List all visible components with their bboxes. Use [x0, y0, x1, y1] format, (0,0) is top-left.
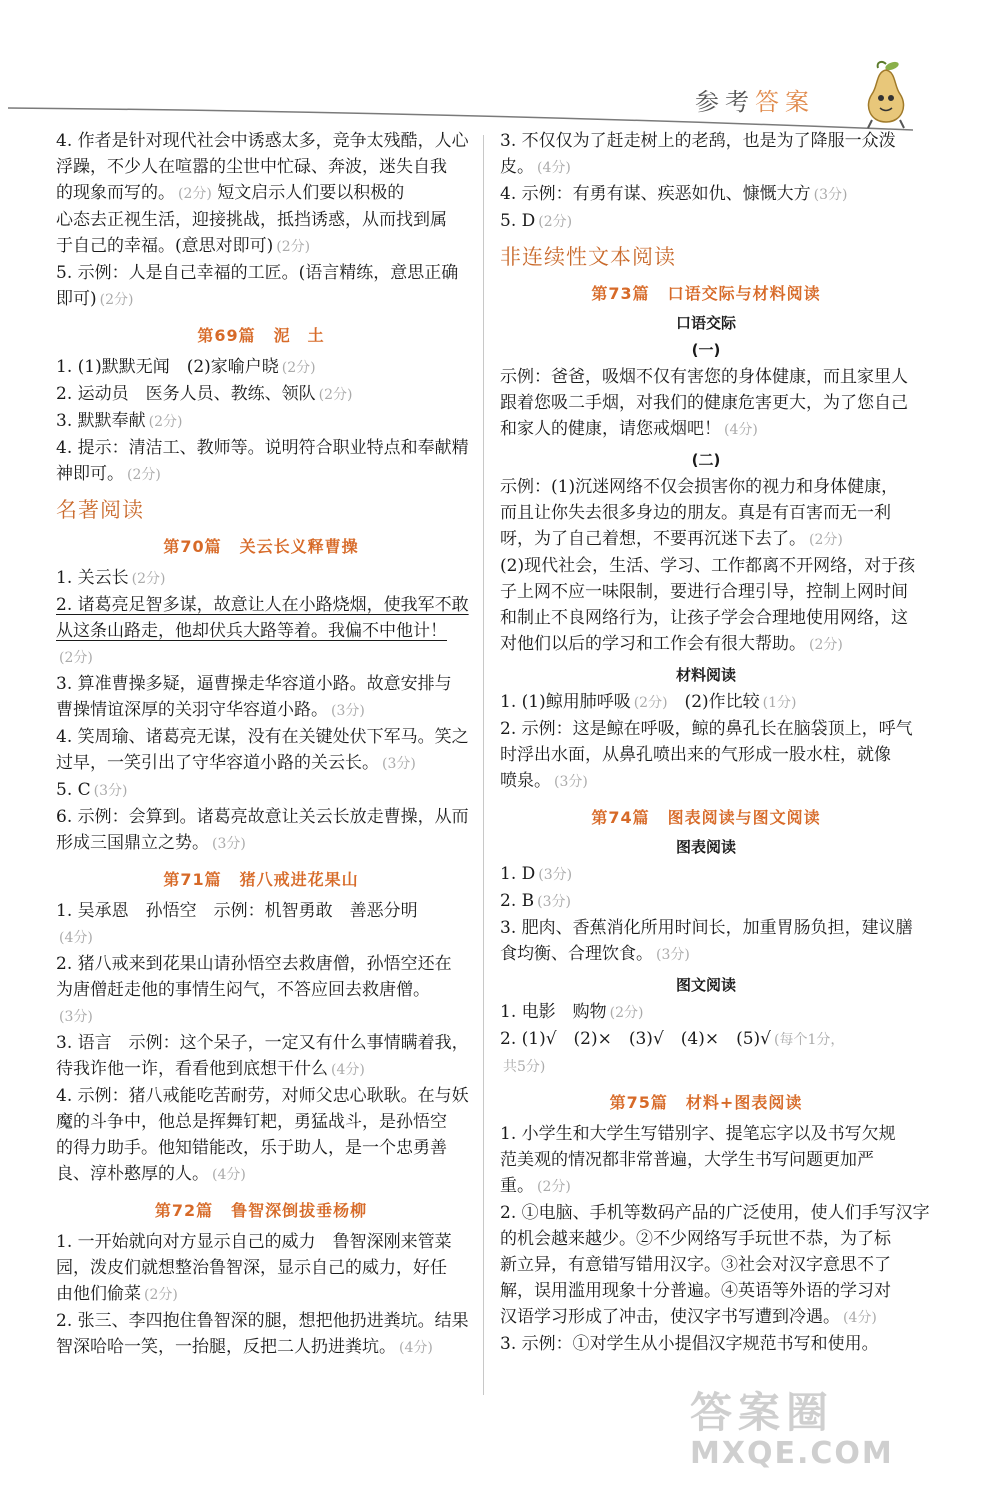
- answer-text: 4. 示例：有勇有谋、疾恶如仇、慷慨大方: [500, 184, 811, 204]
- answer-line: [56, 286, 466, 313]
- watermark: 答案圈 MXQE.COM: [690, 1388, 894, 1471]
- answer-line: [56, 750, 466, 777]
- subheading-kouyu: 口语交际: [675, 314, 736, 332]
- answer-text: 4. 笑周瑜、诸葛亮无谋，没有在关键处伏下军马。笑之: [56, 727, 469, 747]
- answer-line: [56, 924, 466, 951]
- answer-text: 智深哈哈一笑，一抬腿，反把二人扔进粪坑。: [56, 1337, 396, 1357]
- answer-line: [500, 861, 912, 888]
- answer-text: 3. 示例：①对学生从小提倡汉字规范书写和使用。: [500, 1334, 879, 1354]
- answer-line: [500, 364, 912, 390]
- answer-text: 1. 电影 购物: [500, 1002, 607, 1022]
- score-note: (4分): [212, 1167, 246, 1183]
- answer-text: 子上网不应一味限制，要进行合理引导，控制上网时间: [500, 582, 908, 602]
- score-note: (3分): [93, 783, 128, 799]
- answer-text: 3. 默默奉献: [56, 411, 146, 431]
- answer-text: (2)现代社会，生活、学习、工作都离不开网络，对于孩: [500, 556, 916, 576]
- answer-line: [500, 390, 912, 416]
- answer-text: 和家人的健康，请您戒烟吧！: [500, 419, 721, 439]
- answer-text: 1. 一开始就向对方显示自己的威力 鲁智深刚来管菜: [56, 1232, 452, 1252]
- answer-text: 2. (1)√ (2)× (3)√ (4)× (5)√: [500, 1029, 772, 1049]
- answer-line: [500, 579, 912, 605]
- answer-line: [56, 1135, 466, 1161]
- answer-line: [56, 207, 466, 233]
- chapter-72-title: 第72篇 鲁智深倒拔垂杨柳: [154, 1201, 368, 1220]
- answers-block-74b: [500, 999, 912, 1080]
- right-column: [500, 128, 930, 1357]
- answer-line: [56, 1056, 466, 1083]
- score-note: (2分): [276, 239, 311, 255]
- score-note: (4分): [843, 1310, 877, 1326]
- answer-text: 形成三国鼎立之势。: [56, 833, 209, 853]
- answer-text: 汉语学习形成了冲击，使汉字书写遭到冷遇。: [500, 1307, 840, 1327]
- score-note: (3分): [331, 703, 365, 719]
- answer-text: 1. (1)鲸用肺呼吸: [500, 692, 631, 712]
- answer-text: 皮。: [500, 157, 534, 177]
- answer-text: 而且让你失去很多身边的朋友。真是有百害而无一利: [500, 503, 891, 523]
- answer-line: [500, 1026, 912, 1053]
- answer-line: [500, 1278, 912, 1304]
- answer-line: [56, 354, 466, 381]
- answer-line: [56, 671, 466, 697]
- answer-text: 于自己的幸福。(意思对即可): [56, 236, 274, 256]
- answer-line: [56, 1334, 466, 1361]
- pear-mascot-icon: [858, 58, 914, 130]
- score-note: (4分): [331, 1062, 365, 1078]
- answer-text: 魔的斗争中，他总是挥舞钉耙，勇猛战斗，是孙悟空: [56, 1112, 447, 1132]
- score-note: (2分): [318, 387, 353, 403]
- score-note: (2分): [178, 186, 212, 202]
- answer-line: [500, 181, 912, 208]
- answer-line: [56, 804, 469, 830]
- answer-text: 3. 语言 示例：这个呆子，一定又有什么事情瞒着我，: [56, 1033, 469, 1053]
- answer-line: [56, 1109, 466, 1135]
- answer-text: 时浮出水面，从鼻孔喷出来的气形成一股水柱，就像: [500, 745, 891, 765]
- answer-text: 对他们以后的学习和工作会有很大帮助。: [500, 634, 806, 654]
- answer-text: 示例：(1)沉迷网络不仅会损害你的视力和身体健康，: [500, 477, 899, 497]
- score-note: (3分): [59, 1009, 93, 1025]
- answer-line: [56, 898, 466, 924]
- answer-line: [56, 592, 469, 618]
- answers-block-72-cont: [500, 128, 912, 235]
- answer-text: 神即可。: [56, 464, 124, 484]
- answers-block-71: [56, 898, 469, 1188]
- score-note: (4分): [399, 1340, 433, 1356]
- answer-line: [500, 941, 912, 968]
- answer-text: 1. D: [500, 864, 536, 884]
- answer-line: [500, 1053, 912, 1080]
- answers-block-72: [56, 1229, 469, 1361]
- chapter-70-title: 第70篇 关云长义释曹操: [163, 537, 359, 556]
- answer-line: [56, 1161, 466, 1188]
- answer-text: 为唐僧赶走他的事情生闷气，不答应回去救唐僧。: [56, 980, 430, 1000]
- answer-line: [500, 474, 912, 500]
- answer-line: [56, 1083, 469, 1109]
- answer-line: [500, 1200, 930, 1226]
- answer-line: [500, 1304, 912, 1331]
- answers-block-73c: [500, 689, 912, 795]
- chapter-73-title: 第73篇 口语交际与材料阅读: [591, 284, 821, 303]
- answer-line: [56, 128, 469, 154]
- score-note: (3分): [382, 756, 416, 772]
- section-title-mingzhu: 名著阅读: [56, 498, 144, 522]
- left-column: [56, 128, 469, 1361]
- score-note: (2分): [809, 637, 843, 653]
- answer-line: [500, 500, 912, 526]
- answer-text: 的得力助手。他知错能改，乐于助人，是一个忠勇善: [56, 1138, 447, 1158]
- subheading-two: (二): [691, 451, 721, 469]
- score-note: (2分): [148, 414, 183, 430]
- answer-text: 2. ①电脑、手机等数码产品的广泛使用，使人们手写汉字: [500, 1203, 930, 1223]
- score-note: (3分): [212, 836, 246, 852]
- answer-text: 从这条山路走，他却伏兵大路等着。我偏不中他计！: [56, 621, 447, 641]
- score-note: (3分): [656, 947, 690, 963]
- answer-text: 短文启示人们要以积极的: [211, 183, 405, 203]
- answer-line: [500, 716, 912, 742]
- chapter-75-title: 第75篇 材料+图表阅读: [609, 1093, 803, 1112]
- answer-text: 4. 作者是针对现代社会中诱惑太多，竞争太残酷，人心: [56, 131, 469, 151]
- score-note: (2分): [131, 571, 166, 587]
- score-note: (4分): [537, 160, 571, 176]
- answer-text: 食均衡、合理饮食。: [500, 944, 653, 964]
- answer-line: [500, 999, 912, 1026]
- answer-text: 4. 提示：清洁工、教师等。说明符合职业特点和奉献精: [56, 438, 469, 458]
- answer-text: 2. 猪八戒来到花果山请孙悟空去救唐僧，孙悟空还在: [56, 954, 452, 974]
- answer-text: 2. 运动员 医务人员、教练、领队: [56, 384, 316, 404]
- answer-text: 浮躁，不少人在喧嚣的尘世中忙碌、奔波，迷失自我: [56, 157, 447, 177]
- answer-text: 园，泼皮们就想整治鲁智深，显示自己的威力，好任: [56, 1258, 447, 1278]
- answer-line: [500, 689, 912, 716]
- answer-line: [56, 724, 469, 750]
- answer-line: [500, 631, 912, 658]
- answer-line: [500, 888, 912, 915]
- score-note: 共5分): [503, 1059, 546, 1075]
- score-note: (2分): [609, 1005, 644, 1021]
- answers-block-69: [56, 354, 469, 488]
- answer-text: 3. 不仅仅为了赶走树上的老鸹，也是为了降服一众泼: [500, 131, 896, 151]
- answer-text: 的机会越来越少。②不少网络写手玩世不恭，为了标: [500, 1229, 891, 1249]
- answer-text: 新立异，有意错写错用汉字。③社会对汉字意思不了: [500, 1255, 891, 1275]
- score-note: (3分): [554, 774, 588, 790]
- answer-line: [56, 777, 466, 804]
- answer-text: 1. 关云长: [56, 568, 129, 588]
- score-note: (2分): [809, 532, 843, 548]
- answer-text: 重。: [500, 1176, 534, 1196]
- answer-text: 即可): [56, 289, 97, 309]
- score-note: (4分): [59, 930, 93, 946]
- answer-line: [56, 1281, 466, 1308]
- answer-text: 1. 吴承恩 孙悟空 示例：机智勇敢 善恶分明: [56, 901, 418, 921]
- answer-text: 2. 诸葛亮足智多谋，故意让人在小路烧烟，使我军不敢: [56, 595, 469, 615]
- answer-line: [500, 416, 912, 443]
- score-note: (1分): [762, 695, 797, 711]
- chapter-69-title: 第69篇 泥 土: [197, 326, 325, 345]
- answers-block-70: [56, 565, 469, 857]
- answers-block-73b: [500, 474, 916, 658]
- answer-line: [56, 830, 466, 857]
- answer-line: [56, 180, 466, 207]
- answer-line: [500, 605, 912, 631]
- answer-line: [56, 260, 466, 286]
- subheading-tubiao: 图表阅读: [675, 838, 736, 856]
- score-note: (3分): [538, 867, 573, 883]
- answer-line: [56, 1255, 466, 1281]
- answer-text: 5. 示例：人是自己幸福的工匠。(语言精练，意思正确: [56, 263, 459, 283]
- answer-text: 5. D: [500, 211, 536, 231]
- score-note: (2分): [537, 1179, 571, 1195]
- answer-line: [500, 553, 916, 579]
- score-note: (2分): [99, 292, 134, 308]
- column-divider: [483, 135, 484, 1395]
- answer-text: 6. 示例：会算到。诸葛亮故意让关云长放走曹操，从而: [56, 807, 469, 827]
- answer-line: [500, 1252, 912, 1278]
- subheading-cailiao: 材料阅读: [675, 666, 736, 684]
- answer-line: [500, 1147, 912, 1173]
- answers-block-75: [500, 1121, 930, 1357]
- answer-text: 3. 算准曹操多疑，逼曹操走华容道小路。故意安排与: [56, 674, 452, 694]
- score-note: (3分): [537, 894, 571, 910]
- chapter-71-title: 第71篇 猪八戒进花果山: [163, 870, 359, 889]
- answer-line: [56, 461, 466, 488]
- section-title-feilianxu: 非连续性文本阅读: [500, 245, 676, 269]
- answer-line: [56, 154, 466, 180]
- answer-line: [500, 526, 912, 553]
- answer-line: [500, 768, 912, 795]
- answer-text: 的现象而写的。: [56, 183, 175, 203]
- answer-text: 心态去正视生活，迎接挑战，抵挡诱惑，从而找到属: [56, 210, 447, 230]
- score-note: (2分): [127, 467, 161, 483]
- answer-text: 良、淳朴憨厚的人。: [56, 1164, 209, 1184]
- score-note: (2分): [538, 214, 573, 230]
- subheading-one: (一): [691, 341, 721, 359]
- answer-text: 2. 张三、李四抱住鲁智深的腿，想把他扔进粪坑。结果: [56, 1311, 469, 1331]
- answer-line: [56, 644, 466, 671]
- answer-line: [500, 208, 912, 235]
- score-note: (3分): [813, 187, 848, 203]
- answer-text: 待我诈他一诈，看看他到底想干什么: [56, 1059, 328, 1079]
- answers-block-73a: [500, 364, 912, 443]
- answer-text: 范美观的情况都非常普遍，大学生书写问题更加严: [500, 1150, 874, 1170]
- answer-text: (2)作比较: [667, 692, 760, 712]
- answer-text: 解，误用滥用现象十分普遍。④英语等外语的学习对: [500, 1281, 891, 1301]
- answer-line: [56, 1229, 466, 1255]
- answer-line: [56, 1003, 466, 1030]
- answer-line: [56, 951, 466, 977]
- answer-text: 呀，为了自己着想，不要再沉迷下去了。: [500, 529, 806, 549]
- answer-text: 和制止不良网络行为，让孩子学会合理地使用网络，这: [500, 608, 908, 628]
- answer-line: [56, 435, 469, 461]
- answer-text: 由他们偷菜: [56, 1284, 141, 1304]
- answer-line: [56, 977, 466, 1003]
- answer-line: [56, 381, 466, 408]
- answer-line: [500, 128, 912, 154]
- score-note: (4分): [724, 422, 758, 438]
- answer-line: [56, 565, 466, 592]
- answer-text: 3. 肥肉、香蕉消化所用时间长，加重胃肠负担，建议膳: [500, 918, 913, 938]
- answer-text: 过早，一笑引出了守华容道小路的关云长。: [56, 753, 379, 773]
- answer-text: 喷泉。: [500, 771, 551, 791]
- answers-block-74a: [500, 861, 912, 968]
- answer-text: 曹操情谊深厚的关羽守华容道小路。: [56, 700, 328, 720]
- answer-line: [500, 742, 912, 768]
- header-title: 参考答案: [695, 88, 815, 116]
- score-note: (每个1分，: [774, 1032, 845, 1048]
- answer-text: 5. C: [56, 780, 91, 800]
- answer-line: [56, 1030, 469, 1056]
- answers-block-68: [56, 128, 469, 313]
- answer-line: [56, 1308, 469, 1334]
- answer-line: [56, 697, 466, 724]
- answer-line: [500, 1173, 912, 1200]
- score-note: (2分): [633, 695, 668, 711]
- answer-line: [56, 408, 466, 435]
- answer-text: 1. (1)默默无闻 (2)家喻户晓: [56, 357, 279, 377]
- answer-line: [56, 233, 466, 260]
- answer-text: 1. 小学生和大学生写错别字、提笔忘字以及书写欠规: [500, 1124, 896, 1144]
- answer-line: [500, 1121, 912, 1147]
- subheading-tuwen: 图文阅读: [675, 976, 736, 994]
- answer-text: 2. B: [500, 891, 535, 911]
- answer-line: [500, 154, 912, 181]
- score-note: (2分): [144, 1287, 178, 1303]
- answer-text: 2. 示例：这是鲸在呼吸，鲸的鼻孔长在脑袋顶上，呼气: [500, 719, 913, 739]
- answer-line: [56, 618, 466, 644]
- score-note: (2分): [281, 360, 316, 376]
- score-note: (2分): [59, 650, 93, 666]
- chapter-74-title: 第74篇 图表阅读与图文阅读: [591, 808, 821, 827]
- answer-line: [500, 1226, 912, 1252]
- answer-line: [500, 1331, 912, 1357]
- answer-text: 示例：爸爸，吸烟不仅有害您的身体健康，而且家里人: [500, 367, 908, 387]
- answer-text: 4. 示例：猪八戒能吃苦耐劳，对师父忠心耿耿。在与妖: [56, 1086, 469, 1106]
- answer-line: [500, 915, 912, 941]
- answer-text: 跟着您吸二手烟，对我们的健康危害更大，为了您自己: [500, 393, 908, 413]
